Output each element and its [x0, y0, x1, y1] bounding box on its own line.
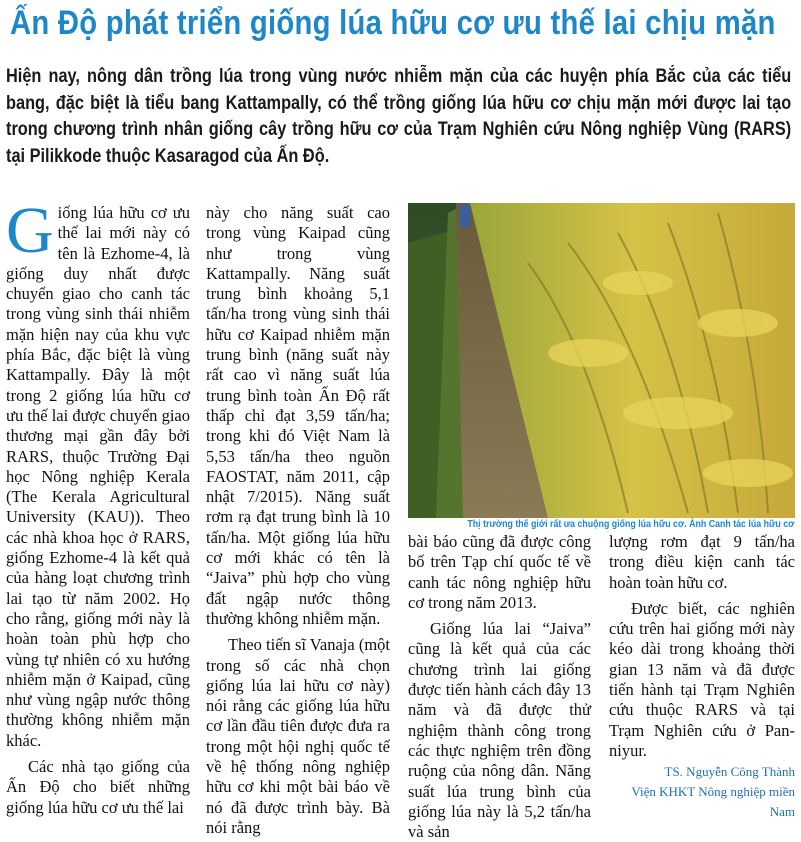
- author-name: TS. Nguyễn Công Thành: [664, 764, 795, 779]
- paragraph: Giống lúa hữu cơ ưu thế lai mới này có tên là Ezhome-4, là giống duy nhất được chuyển giao cho canh tác trong vùng sinh thái nhiễm mặn hiện nay của khu vực phía Bắc, đặc biệt là vùng Kattampally. Đây là một trong 2 giống lúa hữu cơ ưu thế lai được chuyển giao thương mại gần đây bởi RARS, thuộc Trường Đại học Nông nghiệp Kerala (The Kerala Agricultural University (KAU)). Theo các nhà khoa học ở RARS, giống Ezhome-4 là kết quả của hàng loạt chương trình lai tạo từ năm 2002. Họ cho rằng, giống mới này là hoàn toàn phù hợp cho vùng tự nhiên có xu hướng nhiễm mặn ở Kaipad, cũng như vùng ngập nước thông thường không nhiễm mặn khác.: [6, 194, 190, 750]
- lead-text: Hiện nay, nông dân trồng lúa trong vùng nước nhiễm mặn của các huyện phía Bắc của các tiểu bang, đặc biệt là tiểu bang Kattampally, có thể trồng giống lúa hữu cơ chịu mặn mới được lai tạo trong chương trình nhân giống cây trồng hữu cơ của Trạm Nghiên cứu Nông nghiệp Vùng (RARS) tại Pilikkode thuộc Kasaragod của Ấn Độ.: [6, 66, 792, 167]
- author-affiliation: Viện KHKT Nông nghiệp miền: [631, 784, 795, 799]
- paragraph: Các nhà tạo giống của Ấn Độ cho biết những giống lúa hữu cơ ưu thế lai: [6, 757, 190, 817]
- body-column-4: [609, 532, 795, 760]
- byline: [600, 762, 795, 822]
- paragraph: Theo tiến sĩ Vanaja (một trong số các nhà chọn giống lúa lai hữu cơ này) nói rằng các giống lúa hữu cơ lần đầu tiên được đưa ra trong một hội nghị quốc tế về hệ thống nông nghiệp hữu cơ khi một bài báo về nó đã được trình bày. Bà nói rằng: [206, 635, 390, 837]
- body-column-2: [206, 203, 390, 837]
- paragraph: lượng rơm đạt 9 tấn/ha trong điều kiện canh tác hoàn toàn hữu cơ.: [609, 532, 795, 592]
- article-title: Ấn Độ phát triển giống lúa hữu cơ ưu thế lai chịu mặn: [10, 4, 776, 42]
- rice-field-photo: [408, 203, 795, 518]
- article-lead: [6, 64, 791, 170]
- photo-caption: Thị trường thế giới rất ưa chuộng giống lúa hữu cơ. Ảnh Canh tác lúa hữu cơ: [467, 518, 795, 530]
- body-column-1: [6, 194, 190, 823]
- paragraph: Giống lúa lai “Jaiva” cũng là kết quả của các chương trình lai giống được tiến hành cách đây 13 năm và đã được thử nghiệm thành công trong các thực nghiệm trên đồng ruộng của nông dân. Năng suất lúa trung bình của giống lúa này là 5,2 tấn/ha và sản: [408, 619, 591, 842]
- drop-cap: G: [6, 194, 54, 267]
- body-column-3: [408, 532, 591, 842]
- paragraph: Được biết, các nghiên cứu trên hai giống mới này kéo dài trong khoảng thời gian 13 năm và đã được tiến hành tại Trạm Nghiên cứu thuộc RARS và tại Trạm Nghiên cứu ở Pan-niyur.: [609, 598, 795, 760]
- paragraph: này cho năng suất cao trong vùng Kaipad cũng như trong vùng Kattampally. Năng suất trung bình khoảng 5,1 tấn/ha trong vùng sinh thái hữu cơ Kaipad nhiễm mặn trung bình (năng suất này rất cao vì năng suất lúa trung bình toàn Ấn Độ rất thấp chỉ đạt 3,59 tấn/ha; trong khi đó Việt Nam là 5,53 tấn/ha theo nguồn FAOSTAT, năm 2011, cập nhật 7/2015). Năng suất rơm rạ đạt trung bình là 10 tấn/ha. Một giống lúa hữu cơ mới khác có tên là “Jaiva” phù hợp cho vùng đất ngập nước thông thường không nhiễm mặn.: [206, 203, 390, 628]
- author-affiliation-cont: Nam: [769, 804, 795, 819]
- rice-field-image: [408, 203, 795, 518]
- paragraph: bài báo cũng đã được công bố trên Tạp chí quốc tế về canh tác nông nghiệp hữu cơ trong năm 2013.: [408, 532, 591, 612]
